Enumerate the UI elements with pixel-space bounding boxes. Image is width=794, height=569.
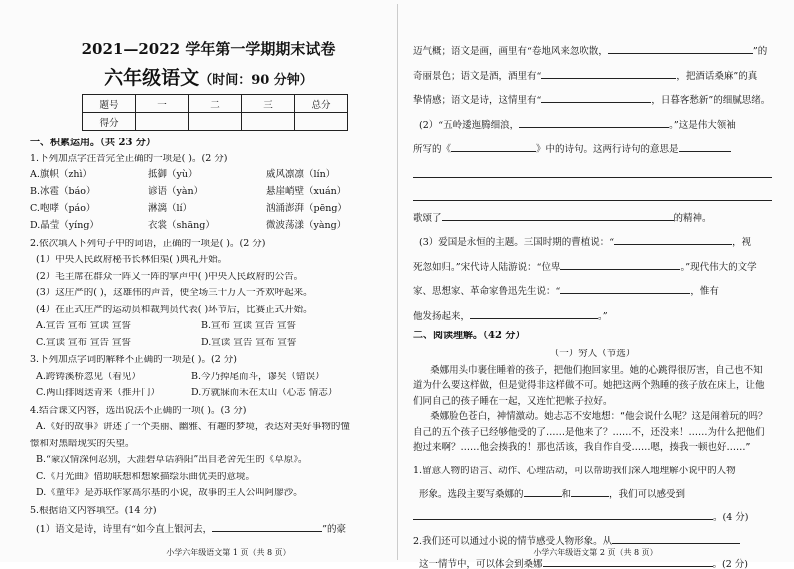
- option-text: A.跨铸溪桥忽见（看见）: [36, 372, 191, 382]
- question-text: 。(4 分): [713, 512, 748, 523]
- question-text: 。”: [598, 311, 608, 322]
- score-cell[interactable]: [242, 113, 295, 131]
- question-3-options: [30, 372, 387, 382]
- fill-line: [413, 142, 772, 155]
- question-text: 所写的《: [413, 144, 451, 155]
- fill-line: [413, 69, 772, 82]
- question-text: 。”这是伟大领袖: [669, 120, 736, 131]
- question-text: (2）“五岭逶迤腾细浪，: [419, 120, 519, 131]
- question-text: 挚情感；语文是诗，这情里有“: [413, 95, 541, 106]
- story-title: （一）穷人（节选）: [413, 349, 772, 359]
- option-text: D.宣读 宣告 宣布 宣誓: [201, 338, 296, 348]
- question-text: 这一情节中，可以体会到桑娜: [419, 559, 543, 569]
- question-text: 奇丽景色；语文是酒，酒里有“: [413, 71, 541, 82]
- exam-duration: （时间：90 分钟）: [199, 73, 313, 88]
- answer-blank[interactable]: [451, 142, 536, 152]
- answer-blank[interactable]: [608, 44, 753, 54]
- score-header-cell: 题号: [83, 95, 136, 113]
- answer-blank[interactable]: [560, 284, 690, 294]
- option-text: D.晶莹（yíng）: [30, 221, 148, 231]
- question-text: ”的: [753, 46, 767, 57]
- fill-line: [413, 487, 772, 500]
- question-text: ”的豪: [322, 524, 346, 535]
- option-text: 抵御（yù）: [148, 170, 266, 180]
- option-text: 汹涌澎湃（pēng）: [266, 203, 347, 214]
- question-text: (3）爱国是永恒的主题。三国时期的曹植说：“: [419, 237, 614, 248]
- option-text: 淋漓（lí）: [148, 204, 266, 214]
- answer-line[interactable]: [413, 165, 772, 178]
- score-header-cell: 总分: [295, 95, 348, 113]
- question-4-option: D.《童年》是苏联作家高尔基的小说，故事的主人公叫阿廖沙。: [30, 488, 387, 498]
- question-2: 2.依次填入下列句子中的词语，正确的一项是( )。(2 分): [30, 239, 387, 249]
- answer-blank[interactable]: [612, 534, 740, 544]
- fill-line: [413, 510, 772, 523]
- fill-line: [413, 534, 772, 547]
- reading-question-1: 1.留意人物的语言、动作、心理活动，可以帮助我们深入地理解小说中的人物: [413, 466, 772, 476]
- answer-blank[interactable]: [541, 93, 651, 103]
- question-4-option: C.《月光曲》借助联想和想象描绘乐曲优美的意境。: [30, 472, 387, 482]
- question-text: 他发扬起来，: [413, 311, 470, 322]
- option-text: 谚语（yàn）: [148, 187, 266, 197]
- exam-title: 2021—2022 学年第一学期期末试卷: [30, 38, 387, 59]
- option-text: D.方就寐而禾在太山（心志 情志）: [191, 388, 337, 398]
- question-4-option: B.“蒙汉情深何忍别，天涯碧草话斜阳”出自老舍先生的《草原》。: [30, 455, 387, 465]
- page-footer: 小学六年级语文第 1 页（共 8 页）: [30, 547, 427, 558]
- score-table: [82, 94, 348, 131]
- fill-line: [413, 211, 772, 224]
- option-text: 悬崖峭壁（xuán）: [266, 186, 346, 197]
- fill-line: [413, 93, 772, 106]
- question-1: 1.下列加点字注音完全正确的一项是( )。(2 分): [30, 154, 387, 164]
- option-text: C.两山排闼送青来（推开门）: [36, 388, 191, 398]
- question-4: 4.结合课文内容，选出说法不正确的一项( )。(3 分): [30, 406, 387, 416]
- fill-line: [413, 557, 772, 569]
- answer-blank[interactable]: [524, 487, 562, 497]
- question-text: 家、思想家、革命家鲁迅先生说：“: [413, 286, 560, 297]
- answer-blank[interactable]: [571, 487, 609, 497]
- question-5-1: [30, 522, 387, 535]
- answer-blank[interactable]: [519, 118, 669, 128]
- question-2-sentence: (1）中央人民政府秘书长林伯渠( )典礼开始。: [30, 255, 387, 265]
- question-text: 的精神。: [674, 213, 712, 224]
- score-cell[interactable]: [189, 113, 242, 131]
- question-text: ，惟有: [690, 286, 719, 297]
- question-text: 形象。选段主要写桑娜的: [419, 489, 524, 500]
- score-header-cell: 一: [136, 95, 189, 113]
- section-heading: 一、积累运用。（共 23 分）: [30, 138, 387, 148]
- story-paragraph: 桑娜脸色苍白，神情激动。她忐忑不安地想：“他会说什么呢？这是闹着玩的吗？自己的五个孩子已经够他受的了……是他来了？……不，还没来！……为什么把他们抱过来啊？……他会揍我的！那也活该，我自作自受……嗯，揍我一顿也好……”: [413, 409, 772, 456]
- option-text: 衣裳（shāng）: [148, 221, 266, 231]
- score-cell[interactable]: [136, 113, 189, 131]
- option-text: B.宣布 宣读 宣告 宣誓: [201, 321, 296, 331]
- answer-blank[interactable]: [413, 510, 713, 520]
- question-2-options: [30, 321, 387, 331]
- option-text: C.宣读 宣布 宣告 宣誓: [36, 338, 201, 348]
- question-text: ，日暮客愁新”的细腻思绪。: [651, 95, 770, 106]
- question-2-sentence: (4）在正式庄严的运动员和裁判员代表( )环节后，比赛正式开始。: [30, 305, 387, 315]
- option-text: 威风凛凛（lín）: [266, 169, 335, 180]
- score-row-label: 得分: [83, 113, 136, 131]
- score-header-cell: 三: [242, 95, 295, 113]
- question-1-options: [30, 167, 387, 235]
- answer-line[interactable]: [413, 188, 772, 201]
- option-text: A.宣告 宣布 宣读 宣誓: [36, 321, 201, 331]
- option-text: B.今乃掉尾而斗，谬矣（错误）: [191, 372, 325, 382]
- score-header-cell: 二: [189, 95, 242, 113]
- question-2-options: [30, 338, 387, 348]
- question-text: 歌颂了: [413, 213, 442, 224]
- section-heading: 二、阅读理解。（42 分）: [413, 331, 772, 341]
- fill-line: [413, 309, 772, 322]
- question-text: ，视: [732, 237, 751, 248]
- question-3: 3.下列加点字词的解释不正确的一项是( )。(2 分): [30, 355, 387, 365]
- right-column: [397, 0, 794, 562]
- score-cell[interactable]: [295, 113, 348, 131]
- question-text: 和: [562, 489, 572, 500]
- question-text: 2.我们还可以通过小说的情节感受人物形象。从: [413, 536, 612, 547]
- left-column: [0, 0, 397, 562]
- exam-subtitle: [30, 63, 387, 90]
- answer-blank[interactable]: [442, 211, 674, 221]
- option-text: 微波荡漾（yàng）: [266, 220, 346, 231]
- question-text: ，我们可以感受到: [609, 489, 685, 500]
- question-text: 》中的诗句。这两行诗句的意思是: [536, 144, 679, 155]
- answer-blank[interactable]: [560, 260, 680, 270]
- fill-line: [413, 118, 772, 131]
- question-2-sentence: (2）毛主席在群众一阵又一阵的掌声中( )中央人民政府的公告。: [30, 272, 387, 282]
- story-paragraph: 桑娜用头巾裹住睡着的孩子，把他们抱回家里。她的心跳得很厉害，自己也不知道为什么要这样做，但是觉得非这样做不可。她把这两个熟睡的孩子放在床上，让他们同自己的孩子睡在一起，又连忙把帐子拉好。: [413, 363, 772, 410]
- question-text: 。(2 分): [713, 559, 748, 569]
- question-text: (1）语文是诗，诗里有“如今直上银河去，: [36, 524, 212, 535]
- fill-line: [413, 260, 772, 273]
- option-text: A.旗帜（zhì）: [30, 170, 148, 180]
- fill-line: [413, 44, 772, 57]
- answer-blank[interactable]: [470, 309, 598, 319]
- question-4-option: A.《好的故事》讲述了一个美丽、幽雅、有趣的梦境，表达对美好事物的憧: [30, 422, 387, 432]
- subject-grade: 六年级语文: [104, 67, 199, 89]
- question-4-option: 憬和对黑暗现实的失望。: [30, 439, 387, 449]
- page-footer: 小学六年级语文第 2 页（共 8 页）: [397, 547, 794, 558]
- answer-blank[interactable]: [614, 235, 732, 245]
- question-text: ，把酒话桑麻”的真: [676, 71, 757, 82]
- question-2-sentence: (3）这庄严的( )，这雄伟的声音，使全场三十万人一齐欢呼起来。: [30, 288, 387, 298]
- option-text: B.冰雹（báo）: [30, 187, 148, 197]
- fill-line: [413, 284, 772, 297]
- question-5: 5.根据语文内容填空。(14 分): [30, 506, 387, 516]
- option-text: C.咆哮（páo）: [30, 204, 148, 214]
- question-text: 。”现代伟大的文学: [680, 262, 756, 273]
- fill-line: [413, 235, 772, 248]
- answer-blank[interactable]: [679, 142, 731, 152]
- question-text: 迈气概；语文是画，画里有“卷地风来忽吹散，: [413, 46, 608, 57]
- question-text: 死忽如归。”宋代诗人陆游说：“位卑: [413, 262, 560, 273]
- answer-blank[interactable]: [541, 69, 676, 79]
- question-3-options: [30, 388, 387, 398]
- answer-blank[interactable]: [212, 522, 322, 532]
